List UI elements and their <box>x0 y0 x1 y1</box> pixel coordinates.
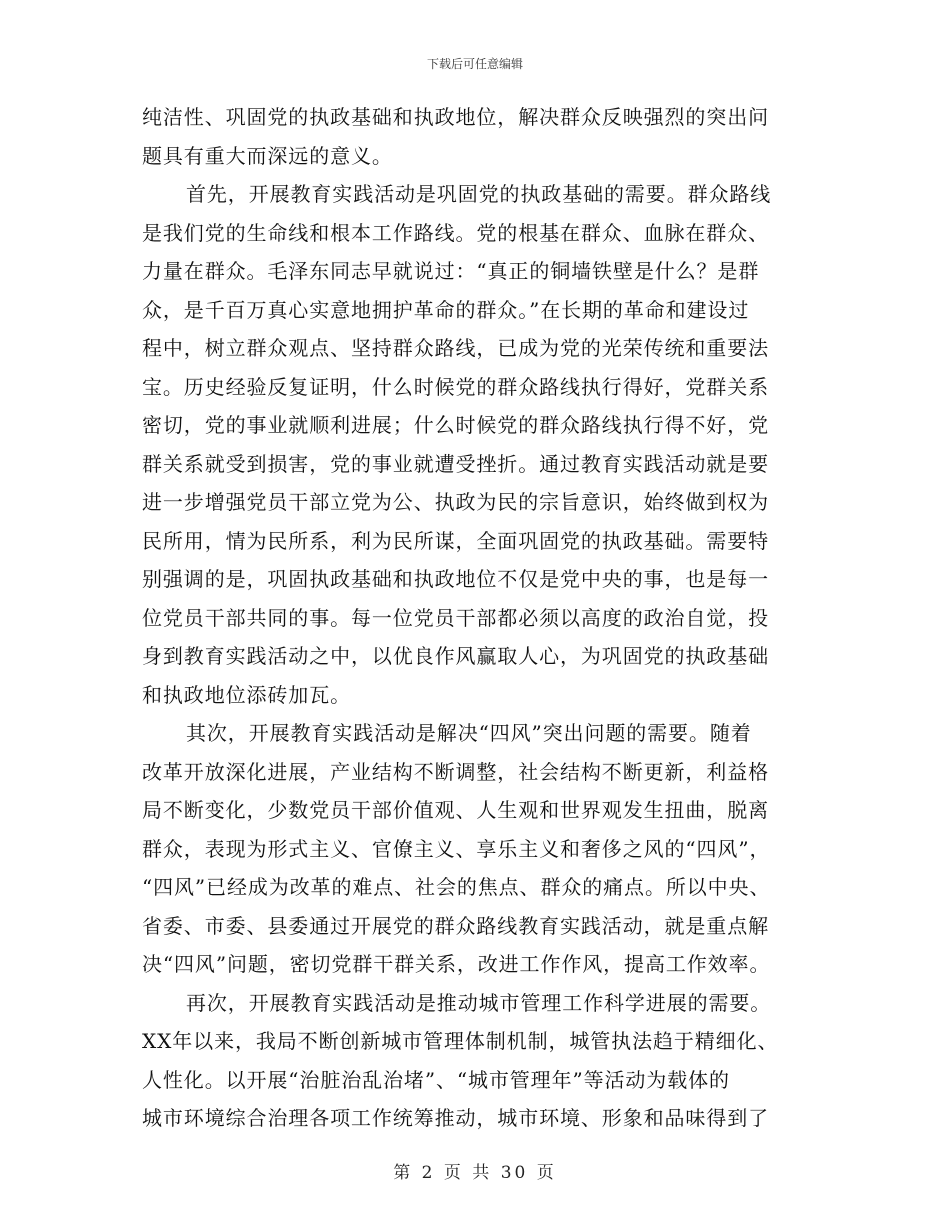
text-line: 改革开放深化进展，产业结构不断调整，社会结构不断更新，利益格 <box>142 759 769 784</box>
text-line: 宝。历史经验反复证明，什么时候党的群众路线执行得好，党群关系 <box>142 374 769 399</box>
paragraph-first-line: 再次，开展教育实践活动是推动城市管理工作科学进展的需要。 <box>186 990 772 1015</box>
text-line: 进一步增强党员干部立党为公、执政为民的宗旨意识，始终做到权为 <box>142 490 769 514</box>
document-body <box>142 98 808 1138</box>
text-line: XX年以来，我局不断创新城市管理体制机制，城管执法趋于精细化、 <box>142 1029 779 1053</box>
text-line: 群关系就受到损害，党的事业就遭受挫折。通过教育实践活动就是要 <box>142 451 769 476</box>
text-line: 纯洁性、巩固党的执政基础和执政地位，解决群众反映强烈的突出问 <box>142 105 769 129</box>
text-line: “四风”已经成为改革的难点、社会的焦点、群众的痛点。所以中央、 <box>142 875 771 899</box>
text-line: 密切，党的事业就顺利进展；什么时候党的群众路线执行得不好，党 <box>142 413 769 437</box>
text-line: 省委、市委、县委通过开展党的群众路线教育实践活动，就是重点解 <box>142 913 769 938</box>
text-line: 和执政地位添砖加瓦。 <box>142 682 351 707</box>
text-line: 位党员干部共同的事。每一位党员干部都必须以高度的政治自觉，投 <box>142 605 769 630</box>
text-line: 别强调的是，巩固执政基础和执政地位不仅是党中央的事，也是每一 <box>142 567 769 591</box>
paragraph-first-line: 其次，开展教育实践活动是解决“四风”突出问题的需要。随着 <box>186 721 752 745</box>
text-line: 题具有重大而深远的意义。 <box>142 143 393 168</box>
text-line: 众，是千百万真心实意地拥护革命的群众。”在长期的革命和建设过 <box>142 297 750 322</box>
page-number-footer: 第 2 页 共 30 页 <box>393 1163 557 1183</box>
text-line: 是我们党的生命线和根本工作路线。党的根基在群众、血脉在群众、 <box>142 220 769 245</box>
text-line: 人性化。以开展“治脏治乱治堵”、“城市管理年”等活动为载体的 <box>142 1067 730 1092</box>
text-line: 民所用，情为民所系，利为民所谋，全面巩固党的执政基础。需要特 <box>142 528 769 553</box>
text-line: 程中，树立群众观点、坚持群众路线，已成为党的光荣传统和重要法 <box>142 336 769 360</box>
paragraph-first-line: 首先，开展教育实践活动是巩固党的执政基础的需要。群众路线 <box>186 182 772 206</box>
page-header: 下载后可任意编辑 <box>426 57 523 71</box>
text-line: 力量在群众。毛泽东同志早就说过：“真正的铜墙铁壁是什么？是群 <box>142 259 760 283</box>
text-line: 身到教育实践活动之中，以优良作风赢取人心，为巩固党的执政基础 <box>142 644 769 668</box>
text-line: 城市环境综合治理各项工作统筹推动，城市环境、形象和品味得到了 <box>142 1106 769 1130</box>
text-line: 决“四风”问题，密切党群干群关系，改进工作作风，提高工作效率。 <box>142 952 771 976</box>
text-line: 局不断变化，少数党员干部价值观、人生观和世界观发生扭曲，脱离 <box>142 798 769 822</box>
text-line: 群众，表现为形式主义、官僚主义、享乐主义和奢侈之风的“四风”， <box>142 836 771 861</box>
